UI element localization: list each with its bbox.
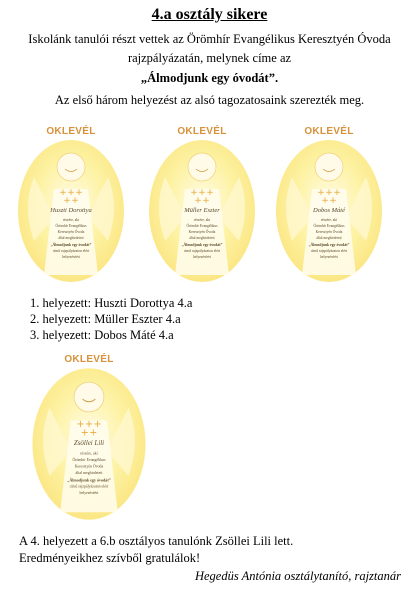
svg-text:+: + — [67, 188, 75, 198]
certificate-heading: OKLEVÉL — [46, 126, 96, 137]
svg-text:„Álmodjunk egy óvodát”: „Álmodjunk egy óvodát” — [308, 243, 350, 247]
svg-text:+: + — [333, 188, 341, 198]
svg-text:+: + — [71, 196, 79, 206]
svg-text:Keresztyén Óvoda: Keresztyén Óvoda — [188, 230, 216, 234]
fourth-place-note: A 4. helyezett a 6.b osztályos tanulónk Zsöllei Lili lett. — [19, 534, 294, 548]
results-list — [30, 295, 192, 343]
svg-text:című rajzpályázaton elért: című rajzpályázaton elért — [69, 484, 109, 489]
svg-text:helyezéséért: helyezéséért — [62, 255, 80, 259]
certificate-4 — [24, 354, 154, 525]
svg-text:+: + — [59, 188, 67, 198]
svg-text:Örömhír Evangélikus: Örömhír Evangélikus — [72, 458, 106, 462]
congratulations: Eredményeikhez szívből gratulálok! — [19, 551, 201, 565]
svg-text:„Álmodjunk egy óvodát”: „Álmodjunk egy óvodát” — [67, 477, 111, 483]
svg-text:+: + — [202, 196, 210, 206]
signature: Hegedüs Antónia osztálytanító, rajztanár — [194, 569, 401, 583]
svg-text:részére, aki: részére, aki — [80, 451, 98, 456]
svg-text:+: + — [84, 418, 94, 430]
certificate-3 — [272, 126, 386, 287]
contest-title: „Álmodjunk egy óvodát”. — [140, 71, 279, 85]
certificate-heading: OKLEVÉL — [64, 354, 114, 365]
svg-text:helyezéséért: helyezéséért — [320, 255, 338, 259]
svg-text:+: + — [93, 418, 102, 430]
svg-text:című rajzpályázaton elért: című rajzpályázaton elért — [52, 249, 90, 253]
svg-text:című rajzpályázaton elért: című rajzpályázaton elért — [310, 249, 348, 253]
svg-text:által meghirdetett: által meghirdetett — [189, 236, 215, 240]
svg-text:+: + — [329, 196, 337, 206]
svg-text:+: + — [80, 427, 89, 439]
intro-line-4: Az első három helyezést az alsó tagozatosaink szerezték meg. — [54, 93, 365, 107]
certificate-1 — [14, 126, 128, 287]
svg-text:„Álmodjunk egy óvodát”: „Álmodjunk egy óvodát” — [181, 243, 223, 247]
svg-text:által meghirdetett: által meghirdetett — [75, 470, 103, 475]
intro-line-1: Iskolánk tanulói részt vettek az Örömhír Evangélikus Keresztyén Óvoda — [28, 32, 391, 46]
svg-text:+: + — [198, 188, 206, 198]
certificate-image — [272, 137, 386, 287]
svg-text:+: + — [75, 188, 83, 198]
svg-text:+: + — [76, 418, 85, 430]
page-title: 4.a osztály sikere — [151, 6, 268, 23]
svg-text:részére, aki: részére, aki — [62, 218, 80, 222]
svg-text:+: + — [206, 188, 214, 198]
svg-text:Örömhír Evangélikus: Örömhír Evangélikus — [55, 224, 87, 228]
svg-text:részére, aki: részére, aki — [320, 218, 338, 222]
svg-text:Örömhír Evangélikus: Örömhír Evangélikus — [186, 224, 218, 228]
svg-text:+: + — [194, 196, 202, 206]
certificate-name: Dobos Máté — [313, 207, 345, 214]
svg-text:című rajzpályázaton elért: című rajzpályázaton elért — [183, 249, 221, 253]
svg-text:+: + — [317, 188, 325, 198]
certificate-name: Huszti Dorottya — [50, 207, 92, 214]
svg-text:Keresztyén Óvoda: Keresztyén Óvoda — [57, 230, 85, 234]
result-1: 1. helyezett: Huszti Dorottya 4.a — [30, 296, 193, 310]
svg-text:+: + — [321, 196, 329, 206]
svg-text:által meghirdetett: által meghirdetett — [58, 236, 84, 240]
certificate-name: Müller Eszter — [184, 207, 220, 214]
certificate-name: Zsöllei Lili — [73, 440, 105, 447]
svg-text:Keresztyén Óvoda: Keresztyén Óvoda — [315, 230, 343, 234]
svg-text:„Álmodjunk egy óvodát”: „Álmodjunk egy óvodát” — [50, 243, 92, 247]
svg-text:Örömhír Evangélikus: Örömhír Evangélikus — [313, 224, 345, 228]
svg-text:+: + — [89, 427, 98, 439]
svg-text:által meghirdetett: által meghirdetett — [316, 236, 342, 240]
certificate-image — [24, 365, 154, 525]
certificate-2 — [145, 126, 259, 287]
svg-text:részére, aki: részére, aki — [193, 218, 211, 222]
certificate-heading: OKLEVÉL — [304, 126, 354, 137]
certificate-heading: OKLEVÉL — [177, 126, 227, 137]
svg-text:+: + — [63, 196, 71, 206]
certificate-image — [14, 137, 128, 287]
svg-text:helyezéséért: helyezéséért — [79, 491, 99, 496]
svg-text:+: + — [325, 188, 333, 198]
certificate-image — [145, 137, 259, 287]
svg-text:Keresztyén Óvoda: Keresztyén Óvoda — [74, 464, 104, 469]
svg-text:+: + — [190, 188, 198, 198]
result-2: 2. helyezett: Müller Eszter 4.a — [30, 312, 181, 326]
intro-line-2: rajzpályázatán, melynek címe az — [127, 51, 292, 65]
svg-text:helyezéséért: helyezéséért — [193, 255, 211, 259]
result-3: 3. helyezett: Dobos Máté 4.a — [30, 328, 174, 342]
